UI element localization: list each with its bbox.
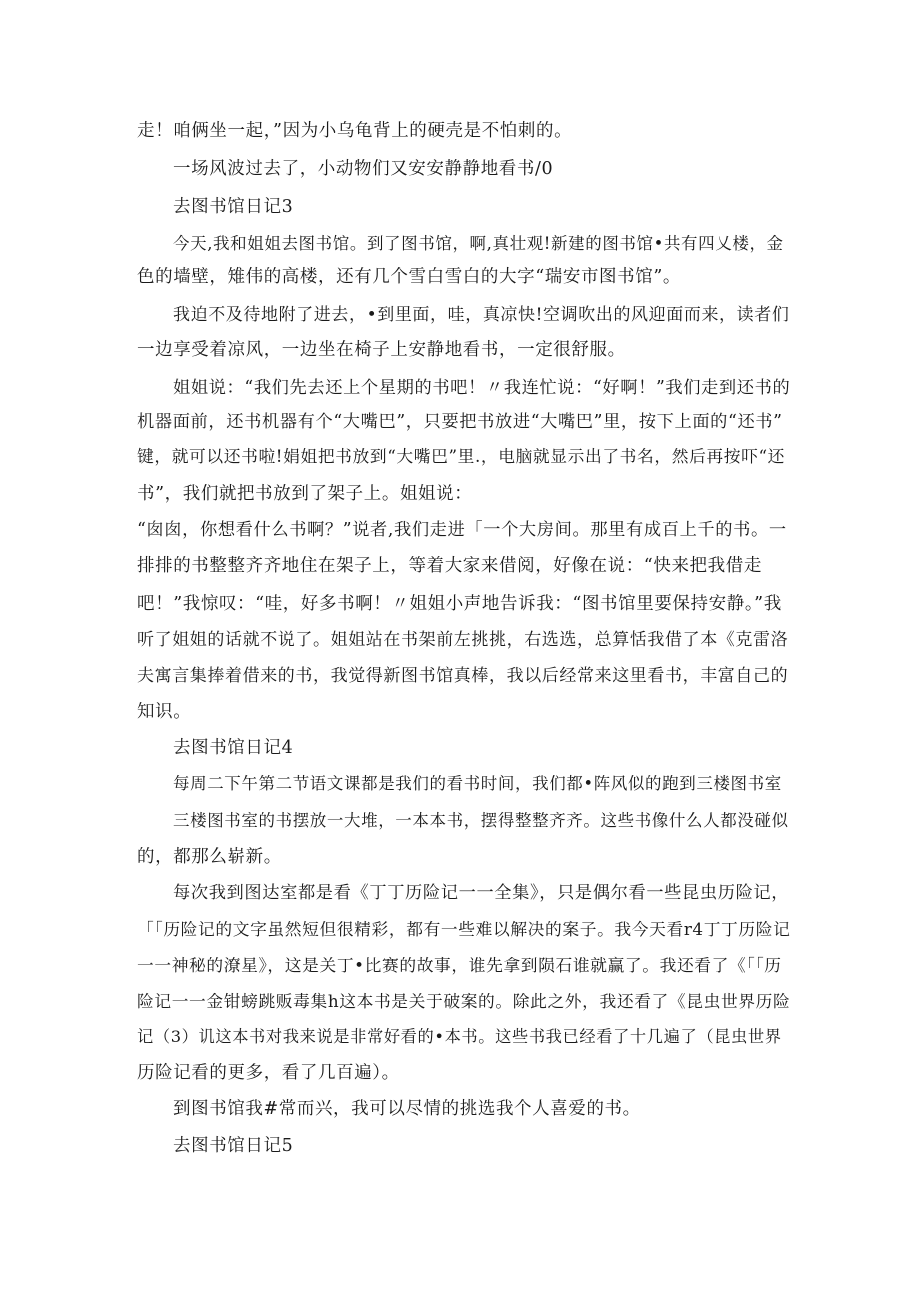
section-heading: 去图书馆日记3 <box>173 197 294 217</box>
text-line: 每次我到图达室都是看《丁丁历险记一一全集》，只是偶尔看一些昆虫历险记， <box>173 883 790 903</box>
text-line: 听了姐姐的话就不说了。姐姐站在书架前左挑挑，右选选，总算恬我借了本《克雷洛 <box>137 630 789 650</box>
text-line: 记（3）讥这本书对我来说是非常好看的•本书。这些书我已经看了十几遍了（昆虫世界 <box>137 1027 782 1046</box>
text-line: 夫寓言集捧着借来的书，我觉得新图书馆真棒，我以后经常来这里看书，丰富自己的 <box>137 666 789 686</box>
text-line: 险记一一金钳螃跳贩毒集h这本书是关于破案的。除此之外，我还看了《昆虫世界历险 <box>137 991 791 1011</box>
text-line: 一场风波过去了，小动物们又安安静静地看书/0 <box>173 159 554 179</box>
section-heading: 去图书馆日记5 <box>173 1136 294 1156</box>
text-line: 机器面前，还书机器有个“大嘴巴”，只要把书放进“大嘴巴”里，按下上面的“还书” <box>137 412 783 432</box>
text-line: 每周二下午第二节语文课都是我们的看书时间，我们都•阵风似的跑到三楼图书室 <box>173 774 782 793</box>
text-line: 一一神秘的潦星》，这是关丁•比赛的故事，谁先拿到陨石谁就赢了。我还看了《「「历 <box>137 955 782 975</box>
text-line: 排排的书整整齐齐地住在架子上，等着大家来借阅，好像在说：“快来把我借走 <box>137 556 762 576</box>
text-line: 走！咱俩坐一起，”因为小乌龟背上的硬壳是不怕刺的。 <box>137 121 573 141</box>
text-line: 「「历险记的文字虽然短但很精彩，都有一些难以解决的案子。我今天看r4丁丁历险记 <box>137 919 791 939</box>
text-line: 知识。 <box>137 702 192 722</box>
text-line: 姐姐说：“我们先去还上个星期的书吧！〃我连忙说：“好啊！”我们走到还书的 <box>173 378 791 398</box>
text-line: 吧！”我惊叹：“哇，好多书啊！〃姐姐小声地告诉我：“图书馆里要保持安静。”我 <box>137 594 782 614</box>
text-line: 的，都那么崭新。 <box>137 847 282 867</box>
text-line: 今天,我和姐姐去图书馆。到了图书馆，啊,真壮观!新建的图书馆•共有四乂楼，金 <box>173 234 784 253</box>
text-line: 键，就可以还书啦!娟姐把书放到“大嘴巴”里.，电脑就显示出了书名，然后再按吓“还 <box>137 446 785 466</box>
section-heading: 去图书馆日记4 <box>173 738 294 758</box>
text-line: 一边享受着凉风，一边坐在椅子上安静地看书，一定很舒服。 <box>137 340 626 360</box>
text-line: 历险记看的更多，看了几百遍）。 <box>137 1063 400 1083</box>
text-line: 我迫不及待地附了进去，•到里面，哇，真凉快!空调吹出的风迎面而来，读者们 <box>173 305 790 325</box>
text-line: 到图书馆我#常而兴，我可以尽情的挑选我个人喜爱的书。 <box>173 1099 641 1119</box>
text-line: “囱囱，你想看什么书啊？”说者,我们走进「一个大房间。那里有成百上千的书。一 <box>137 520 787 540</box>
text-line: 色的墙壁，雉伟的高楼，还有几个雪白雪白的大字“瑞安市图书馆”。 <box>137 267 681 287</box>
text-line: 三楼图书室的书摆放一大堆，一本本书，摆得整整齐齐。这些书像什么人都没碰似 <box>173 811 789 830</box>
text-line: 书”，我们就把书放到了架子上。姐姐说： <box>137 484 473 504</box>
